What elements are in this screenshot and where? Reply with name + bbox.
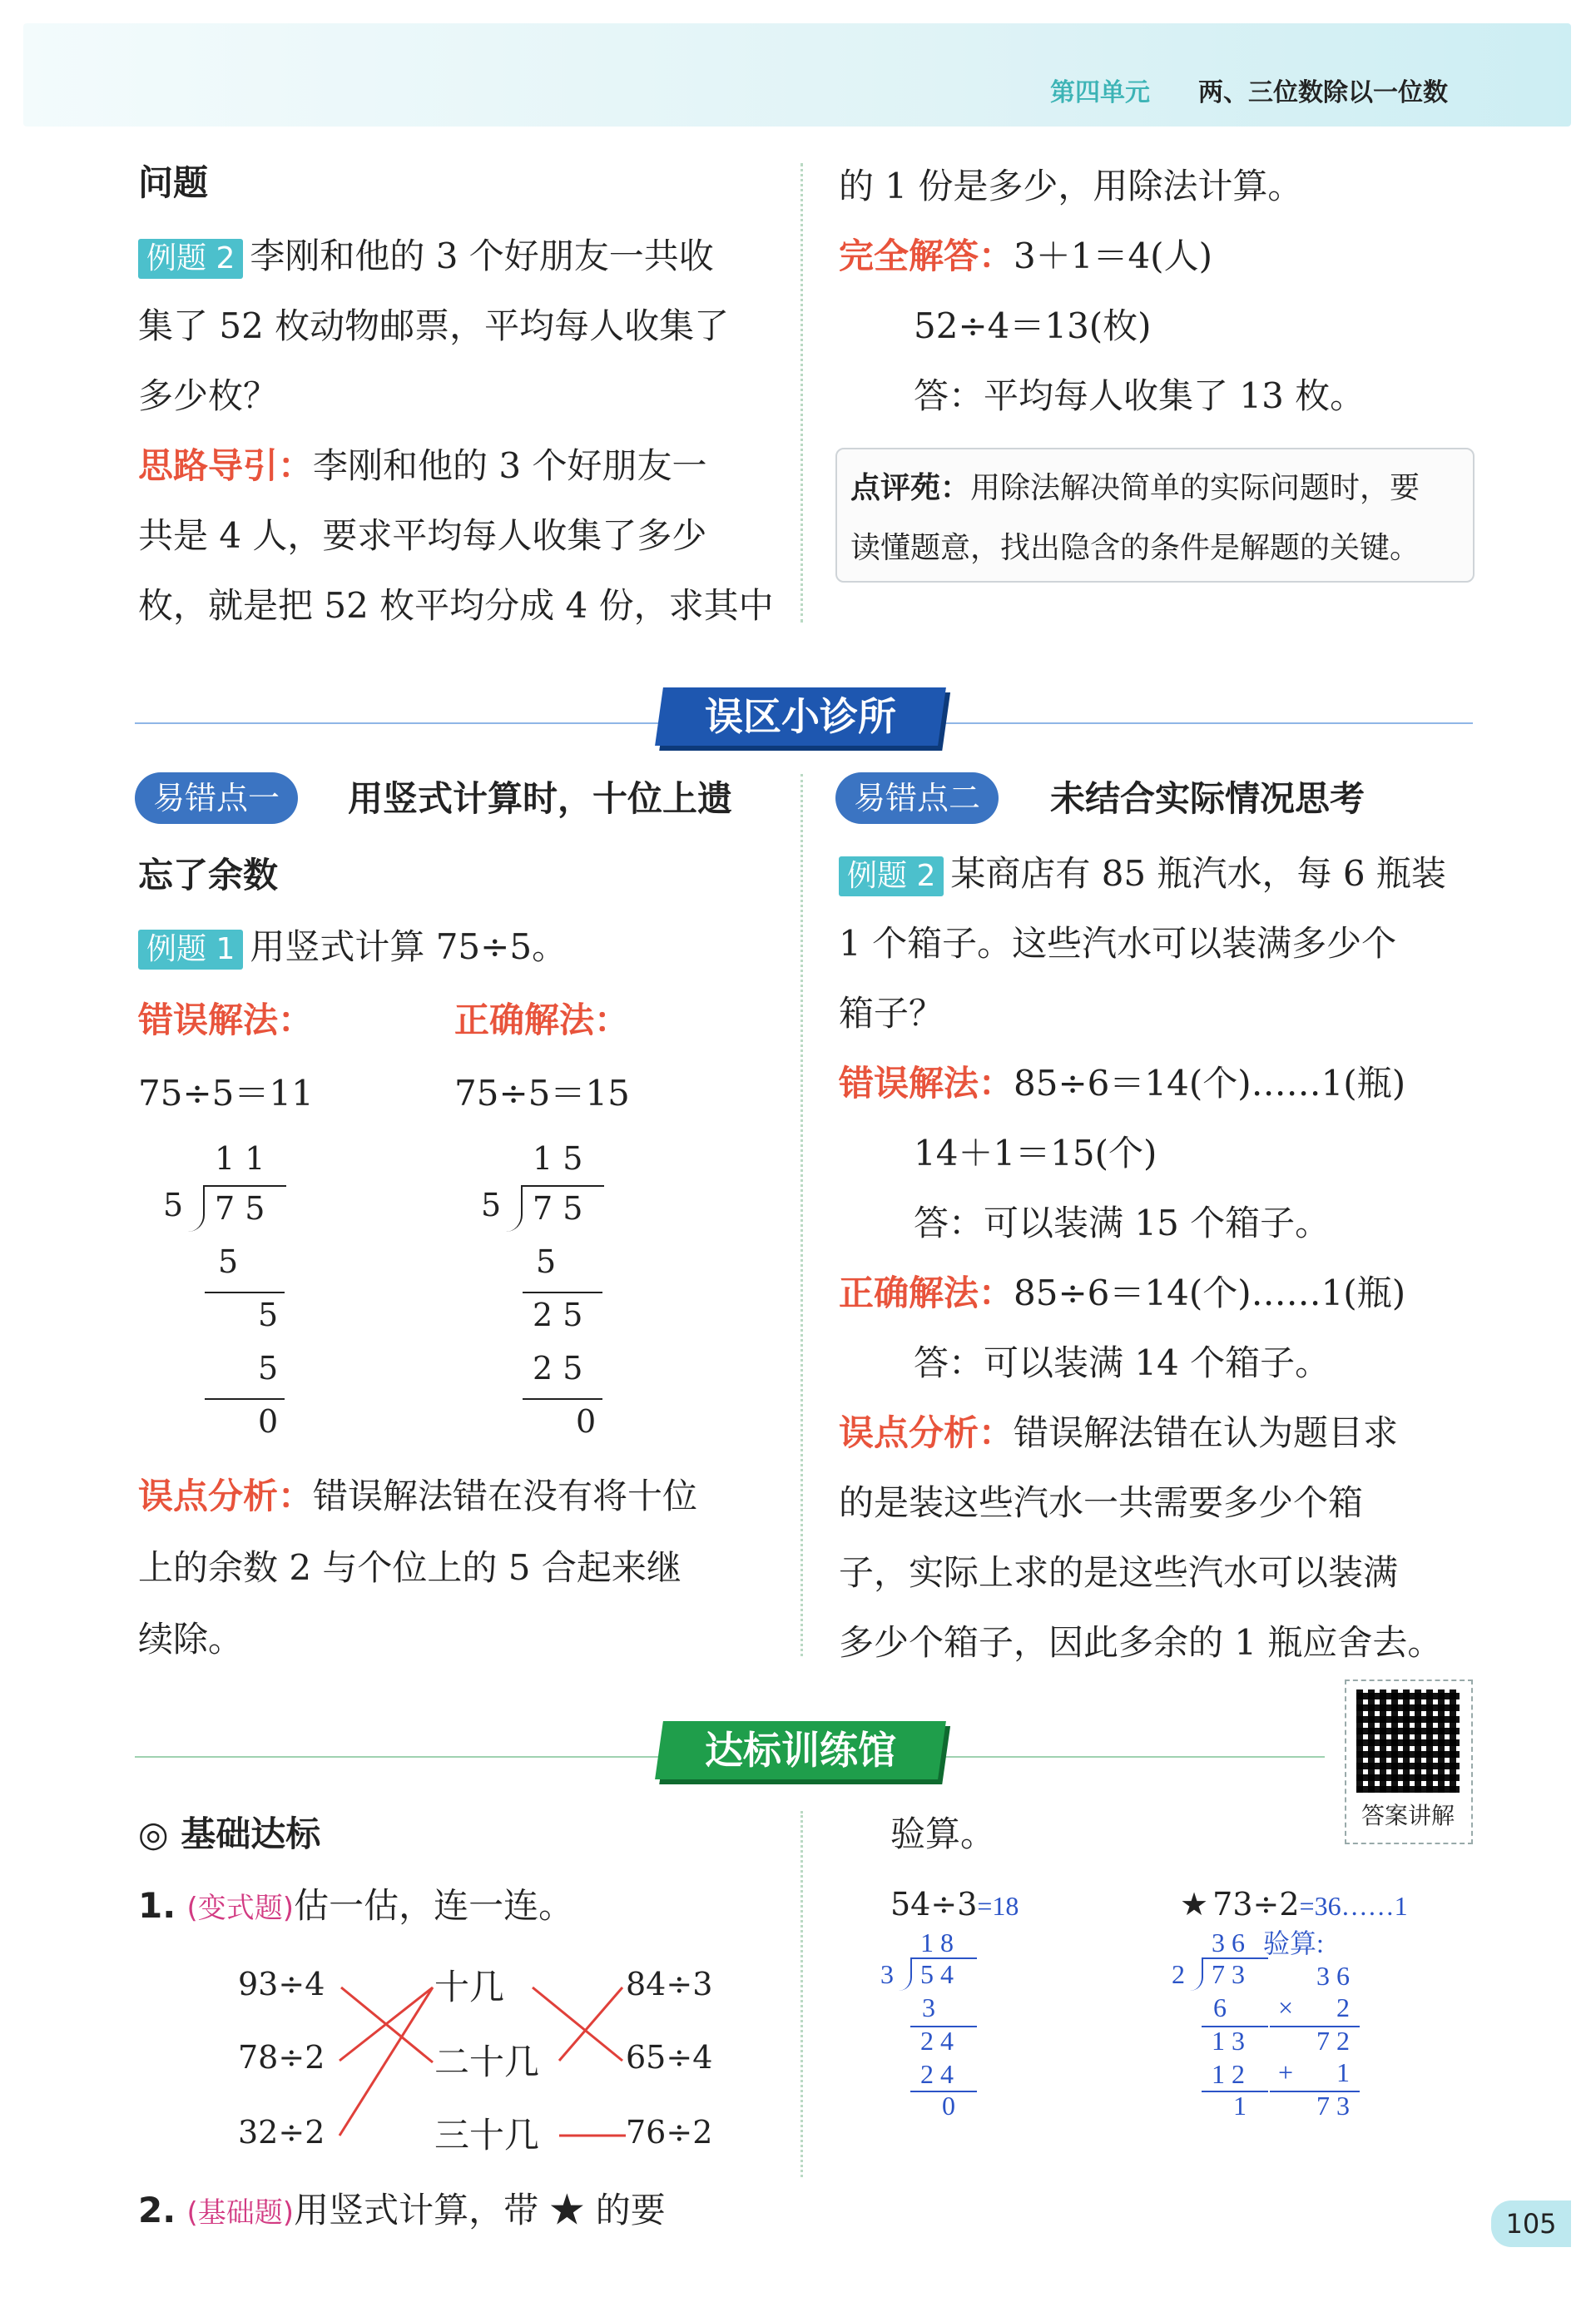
answer-text: 3＋1＝4(人) bbox=[1014, 236, 1212, 276]
error-pill-2: 易错点二 bbox=[835, 772, 999, 824]
step: 1 2 bbox=[1212, 2059, 1245, 2089]
quotient: 1 1 bbox=[215, 1140, 265, 1177]
step: 3 bbox=[922, 1992, 935, 2022]
check-work bbox=[1270, 1961, 1370, 2127]
right-label: 正确解法： bbox=[839, 1273, 1014, 1313]
error-title: 未结合实际情况思考 bbox=[1050, 778, 1366, 819]
example-text: 集了 52 枚动物邮票，平均每人收集了 bbox=[138, 305, 730, 346]
match-line bbox=[559, 1987, 622, 2061]
error-pill-1: 易错点一 bbox=[135, 772, 298, 824]
right-text: 85÷6＝14(个)……1(瓶) bbox=[1014, 1273, 1406, 1313]
section-title: 达标训练馆 bbox=[705, 1728, 896, 1773]
right-item: 76÷2 bbox=[626, 2114, 713, 2151]
right-item: 84÷3 bbox=[626, 1966, 713, 2002]
analysis-text: 错误解法错在认为题目求 bbox=[1014, 1412, 1399, 1453]
step: 5 bbox=[258, 1350, 279, 1387]
times-icon: × bbox=[1278, 1992, 1294, 2022]
basic-heading: ◎ 基础达标 bbox=[138, 1813, 321, 1854]
example-tag: 例题 1 bbox=[138, 930, 243, 970]
check-value: 7 3 bbox=[1316, 2091, 1350, 2121]
right-equation: 75÷5＝15 bbox=[454, 1073, 630, 1114]
wrong-equation: 75÷5＝11 bbox=[138, 1073, 314, 1114]
problem-expression: 73÷2 bbox=[1212, 1886, 1300, 1923]
dividend: 7 5 bbox=[533, 1190, 583, 1227]
dividend: 7 3 bbox=[1212, 1959, 1245, 1989]
analysis-text: 续除。 bbox=[138, 1619, 244, 1660]
left-item: 32÷2 bbox=[238, 2114, 325, 2151]
check-label: 验算: bbox=[1263, 1928, 1324, 1958]
left-item: 78÷2 bbox=[238, 2039, 325, 2076]
step: 1 3 bbox=[1212, 2026, 1245, 2056]
qr-caption: 答案讲解 bbox=[1361, 1802, 1455, 1829]
right-label: 正确解法： bbox=[454, 1000, 630, 1040]
divisor: 5 bbox=[481, 1187, 502, 1223]
hint-text: 枚，就是把 52 枚平均分成 4 份，求其中 bbox=[138, 585, 774, 626]
example-text: 多少枚？ bbox=[138, 375, 279, 416]
divisor: 3 bbox=[880, 1959, 894, 1989]
question-text: 用竖式计算，带 ★ 的要 bbox=[294, 2190, 666, 2230]
divisor: 2 bbox=[1172, 1959, 1185, 1989]
wrong-text: 14＋1＝15(个) bbox=[914, 1133, 1157, 1173]
mid-item: 三十几 bbox=[434, 2115, 540, 2156]
header-title: 两、三位数除以一位数 bbox=[1198, 78, 1448, 107]
column-divider bbox=[800, 1811, 803, 2177]
wrong-text: 答：可以装满 15 个箱子。 bbox=[914, 1203, 1331, 1243]
example-tag: 例题 2 bbox=[138, 239, 243, 279]
problem-1-division bbox=[880, 1928, 980, 2127]
check-value: 1 bbox=[1336, 2057, 1350, 2087]
question-tag: (基础题) bbox=[186, 2196, 295, 2230]
check-value: 7 2 bbox=[1316, 2026, 1350, 2056]
quotient: 1 5 bbox=[533, 1140, 583, 1177]
analysis-text: 上的余数 2 与个位上的 5 合起来继 bbox=[138, 1547, 682, 1588]
problem-2 bbox=[1180, 1886, 1408, 1923]
problem-1 bbox=[890, 1886, 1019, 1923]
match-line bbox=[533, 1987, 622, 2061]
comment-text: 读懂题意，找出隐含的条件是解题的关键。 bbox=[850, 531, 1420, 565]
example-tag: 例题 2 bbox=[839, 856, 944, 896]
example-text: 用竖式计算 75÷5。 bbox=[250, 926, 568, 967]
answer-text: 52÷4＝13(枚) bbox=[914, 305, 1152, 346]
example-text: 1 个箱子。这些汽水可以装满多少个 bbox=[839, 923, 1397, 964]
mid-item: 十几 bbox=[434, 1967, 505, 2007]
example-text: 箱子？ bbox=[839, 993, 944, 1034]
problem-expression: 54÷3 bbox=[890, 1886, 978, 1923]
problem-2-division bbox=[1172, 1928, 1271, 2127]
question-text: 估一估，连一连。 bbox=[294, 1885, 574, 1926]
comment-text: 用除法解决简单的实际问题时，要 bbox=[970, 471, 1420, 505]
divisor: 5 bbox=[163, 1187, 184, 1223]
step: 2 5 bbox=[533, 1297, 583, 1333]
hint-label: 思路导引： bbox=[138, 445, 314, 486]
question-number: 2. bbox=[138, 2190, 176, 2230]
left-item: 93÷4 bbox=[238, 1966, 325, 2002]
analysis-label: 误点分析： bbox=[138, 1476, 314, 1516]
check-value: 2 bbox=[1336, 1992, 1350, 2022]
mid-item: 二十几 bbox=[434, 2042, 540, 2082]
analysis-text: 子，实际上求的是这些汽水可以装满 bbox=[839, 1552, 1399, 1593]
answer-label: 完全解答： bbox=[839, 236, 1014, 276]
example-text: 某商店有 85 瓶汽水，每 6 瓶装 bbox=[950, 853, 1446, 894]
error-title: 忘了余数 bbox=[138, 855, 279, 896]
hint-text: 共是 4 人，要求平均每人收集了多少 bbox=[138, 515, 707, 556]
page-number: 105 bbox=[1491, 2200, 1571, 2247]
dividend: 7 5 bbox=[215, 1190, 265, 1227]
step: 2 5 bbox=[533, 1350, 583, 1387]
plus-icon: + bbox=[1278, 2057, 1294, 2087]
match-line bbox=[340, 1987, 433, 2136]
division-bracket bbox=[1187, 1957, 1203, 1991]
step: 5 bbox=[536, 1243, 557, 1280]
step: 2 4 bbox=[920, 2059, 954, 2089]
step: 0 bbox=[942, 2091, 955, 2121]
analysis-text: 多少个箱子，因此多余的 1 瓶应舍去。 bbox=[839, 1622, 1443, 1663]
wrong-text: 85÷6＝14(个)……1(瓶) bbox=[1014, 1063, 1406, 1104]
answer-text: 答：平均每人收集了 13 枚。 bbox=[914, 375, 1366, 416]
right-item: 65÷4 bbox=[626, 2039, 713, 2076]
step: 2 4 bbox=[920, 2026, 954, 2056]
handwritten-answer: =18 bbox=[977, 1891, 1019, 1921]
section-title: 误区小诊所 bbox=[705, 694, 896, 739]
top-left-line0: 问题 bbox=[138, 162, 209, 203]
analysis-text: 的是装这些汽水一共需要多少个箱 bbox=[839, 1482, 1364, 1523]
check-value: 3 6 bbox=[1316, 1961, 1350, 1991]
step: 6 bbox=[1213, 1992, 1227, 2022]
question-tag: (变式题) bbox=[186, 1892, 295, 1925]
step: 5 bbox=[258, 1297, 279, 1333]
error-title: 用竖式计算时，十位上遗 bbox=[348, 778, 733, 819]
question-2 bbox=[138, 2176, 666, 2248]
example-text: 李刚和他的 3 个好朋友一共收 bbox=[250, 236, 714, 276]
comment-label: 点评苑： bbox=[850, 471, 971, 505]
right-text: 答：可以装满 14 个箱子。 bbox=[914, 1342, 1331, 1383]
quotient: 3 6 bbox=[1212, 1928, 1245, 1957]
header-unit: 第四单元 bbox=[1050, 78, 1150, 107]
handwritten-answer: =36……1 bbox=[1299, 1891, 1408, 1921]
dividend: 5 4 bbox=[920, 1959, 954, 1989]
division-bracket bbox=[895, 1957, 912, 1991]
step: 5 bbox=[218, 1243, 239, 1280]
top-right-line0: 的 1 份是多少，用除法计算。 bbox=[839, 166, 1303, 206]
wrong-label: 错误解法： bbox=[839, 1063, 1014, 1104]
question-number: 1. bbox=[138, 1885, 176, 1926]
wrong-label: 错误解法： bbox=[138, 1000, 314, 1040]
step: 0 bbox=[576, 1403, 597, 1440]
hint-text: 李刚和他的 3 个好朋友一 bbox=[313, 445, 707, 486]
quotient: 1 8 bbox=[920, 1928, 954, 1957]
analysis-label: 误点分析： bbox=[839, 1412, 1014, 1453]
step: 1 bbox=[1233, 2091, 1247, 2121]
analysis-text: 错误解法错在没有将十位 bbox=[313, 1476, 698, 1516]
step: 0 bbox=[258, 1403, 279, 1440]
star-icon: ★ bbox=[1180, 1886, 1209, 1923]
question-2-continued: 验算。 bbox=[890, 1813, 996, 1854]
